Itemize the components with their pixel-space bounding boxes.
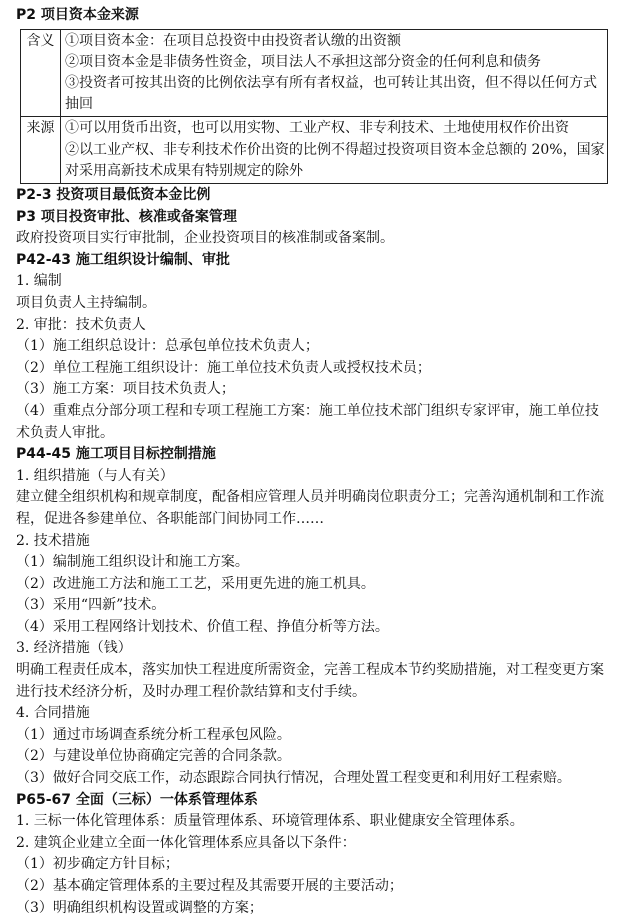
organization-text: 建立健全组织机构和规章制度，配备相应管理人员并明确岗位职责分工；完善沟通机制和工作流程，促进各参建单位、各职能部门间协同工作…… (16, 489, 604, 527)
list-item: （3）明确组织机构设置或调整的方案； (16, 899, 263, 916)
approval-text: 政府投资项目实行审批制，企业投资项目的核准制或备案制。 (16, 230, 394, 247)
meaning-line-2: ②项目资本金是非债务性资金，项目法人不承担这部分资金的任何利息和债务 (65, 53, 541, 70)
row-content-source (61, 117, 608, 184)
compile-text: 项目负责人主持编制。 (16, 294, 156, 311)
table-row (21, 29, 608, 117)
row-content-meaning (61, 29, 608, 117)
source-line-1: ①可以用货币出资，也可以用实物、工业产权、非专利技术、土地使用权作价出资 (65, 120, 569, 137)
section-heading-control-measures: P44-45 施工项目目标控制措施 (16, 446, 216, 463)
economic-text: 明确工程责任成本，落实加快工程进度所需资金，完善工程成本节约奖励措施，对工程变更方案进行技术经济分析，及时办理工程价款结算和支付手续。 (16, 662, 604, 700)
subsection-technical: 2. 技术措施 (16, 532, 90, 549)
list-item: （1）通过市场调查系统分析工程承包风险。 (16, 726, 291, 743)
system-definition: 1. 三标一体化管理体系：质量管理体系、环境管理体系、职业健康安全管理体系。 (16, 813, 524, 830)
table-row (21, 117, 608, 184)
list-item: （2）基本确定管理体系的主要过程及其需要开展的主要活动； (16, 878, 403, 895)
list-item: （1）施工组织总设计：总承包单位技术负责人； (16, 338, 319, 355)
list-item: （4）采用工程网络计划技术、价值工程、挣值分析等方法。 (16, 618, 389, 635)
list-item: （2）改进施工方法和施工工艺，采用更先进的施工机具。 (16, 575, 375, 592)
subsection-economic: 3. 经济措施（钱） (16, 640, 132, 657)
list-item: （1）初步确定方针目标； (16, 856, 179, 873)
list-item: （3）施工方案：项目技术负责人； (16, 381, 235, 398)
list-item: （3）做好合同交底工作，动态跟踪合同执行情况，合理处置工程变更和利用好工程索赔。 (16, 770, 571, 787)
section-heading-approval: P3 项目投资审批、核准或备案管理 (16, 208, 237, 225)
row-key-meaning: 含义 (21, 29, 61, 117)
system-conditions: 2. 建筑企业建立全面一体化管理体系应具备以下条件： (16, 834, 356, 851)
list-item: （1）编制施工组织设计和施工方案。 (16, 554, 249, 571)
capital-definition-table (20, 29, 608, 184)
section-heading-management-system: P65-67 全面（三标）一体系管理体系 (16, 791, 258, 808)
subsection-organization: 1. 组织措施（与人有关） (16, 467, 174, 484)
meaning-line-1: ①项目资本金：在项目总投资中由投资者认缴的出资额 (65, 32, 401, 49)
list-item: （2）单位工程施工组织设计：施工单位技术负责人或授权技术员； (16, 359, 431, 376)
section-heading-capital-source: P2 项目资本金来源 (16, 7, 139, 23)
subsection-review: 2. 审批：技术负责人 (16, 316, 146, 333)
section-heading-construction-design: P42-43 施工组织设计编制、审批 (16, 251, 230, 268)
list-item: （2）与建设单位协商确定完善的合同条款。 (16, 748, 291, 765)
source-line-2: ②以工业产权、非专利技术作价出资的比例不得超过投资项目资本金总额的 20%，国家对采用高新技术成果有特别规定的除外 (65, 141, 605, 179)
subsection-contract: 4. 合同措施 (16, 705, 90, 722)
list-item: （3）采用“四新”技术。 (16, 597, 166, 614)
row-key-source: 来源 (21, 117, 61, 184)
subsection-compile: 1. 编制 (16, 273, 62, 290)
meaning-line-3: ③投资者可按其出资的比例依法享有所有者权益，也可转让其出资，但不得以任何方式抽回 (65, 75, 597, 113)
section-heading-min-ratio: P2-3 投资项目最低资本金比例 (16, 187, 211, 204)
list-item: （4）重难点分部分项工程和专项工程施工方案：施工单位技术部门组织专家评审，施工单位技术负责人审批。 (16, 402, 599, 441)
